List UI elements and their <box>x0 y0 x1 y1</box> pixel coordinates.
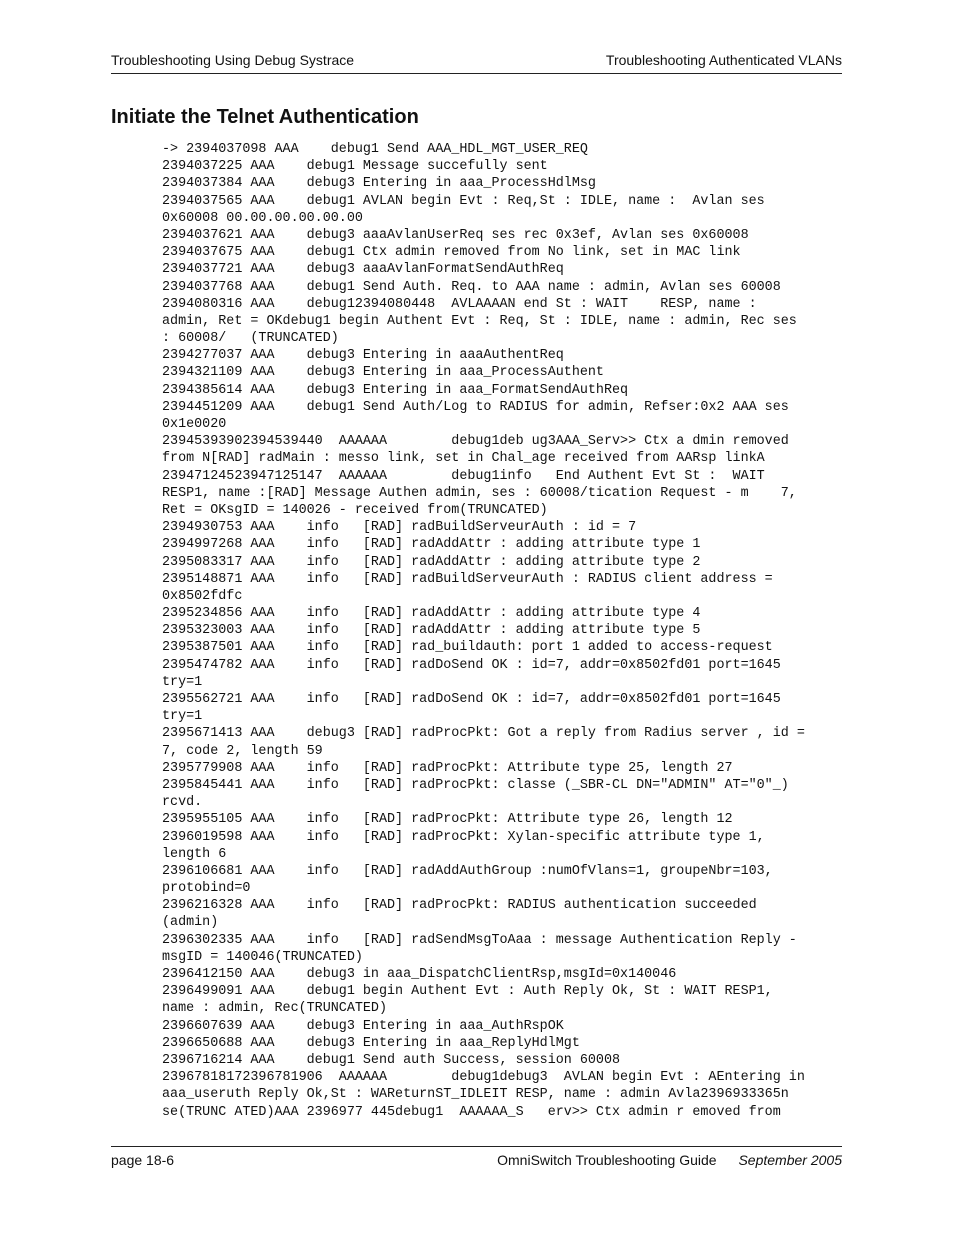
trace-line: 2394385614 AAA debug3 Entering in aaa_FormatSendAuthReq <box>162 382 629 398</box>
trace-line: 2395779908 AAA info [RAD] radProcPkt: Attribute type 25, length 27 <box>162 760 733 776</box>
footer-rule <box>111 1146 842 1147</box>
trace-line: 23947124523947125147 AAAAAA debug1info End Authent Evt St : WAIT <box>162 468 765 484</box>
trace-line: 2394080316 AAA debug12394080448 AVLAAAAN end St : WAIT RESP, name : <box>162 296 757 312</box>
trace-line: 2395845441 AAA info [RAD] radProcPkt: classe (_SBR-CL DN="ADMIN" AT="0"_) <box>162 777 789 793</box>
trace-line: 2395387501 AAA info [RAD] rad_buildauth: port 1 added to access-request <box>162 640 773 656</box>
trace-line: RESP1, name :[RAD] Message Authen admin, ses : 60008/tication Request - m 7, <box>162 485 797 501</box>
debug-trace-listing <box>162 141 842 1121</box>
trace-line: -> 2394037098 AAA debug1 Send AAA_HDL_MGT_USER_REQ <box>162 142 588 157</box>
trace-line: 2396716214 AAA debug1 Send auth Success, session 60008 <box>162 1052 621 1068</box>
trace-line: 23945393902394539440 AAAAAA debug1deb ug3AAA_Serv>> Ctx a dmin removed <box>162 434 789 450</box>
header-rule <box>111 73 842 74</box>
header-chapter-title: Troubleshooting Authenticated VLANs <box>605 52 842 68</box>
header-section-title: Troubleshooting Using Debug Systrace <box>111 52 355 68</box>
trace-line: from N[RAD] radMain : messo link, set in Chal_age received from AARsp linkA <box>162 451 765 467</box>
trace-line: 2394451209 AAA debug1 Send Auth/Log to RADIUS for admin, Refser:0x2 AAA ses <box>162 399 789 415</box>
trace-line: 2395671413 AAA debug3 [RAD] radProcPkt: Got a reply from Radius server , id = <box>162 726 805 742</box>
trace-line: 2394321109 AAA debug3 Entering in aaa_ProcessAuthent <box>162 365 604 381</box>
page-number: page 18-6 <box>111 1152 175 1168</box>
trace-line: (admin) <box>162 915 219 931</box>
trace-line: se(TRUNC ATED)AAA 2396977 445debug1 AAAAAA_S erv>> Ctx admin r emoved from <box>162 1104 781 1120</box>
trace-line: 2395474782 AAA info [RAD] radDoSend OK : id=7, addr=0x8502fd01 port=1645 <box>162 657 781 673</box>
trace-line: 2396106681 AAA info [RAD] radAddAuthGroup :numOfVlans=1, groupeNbr=103, <box>162 863 773 879</box>
trace-line: try=1 <box>162 709 203 725</box>
trace-line: protobind=0 <box>162 881 251 897</box>
section-heading: Initiate the Telnet Authentication <box>111 106 419 128</box>
trace-line: 2394037225 AAA debug1 Message succefully sent <box>162 159 548 175</box>
publication-date: September 2005 <box>738 1152 842 1168</box>
trace-line: 2396019598 AAA info [RAD] radProcPkt: Xylan-specific attribute type 1, <box>162 829 765 845</box>
trace-line: 2394037768 AAA debug1 Send Auth. Req. to AAA name : admin, Avlan ses 60008 <box>162 279 781 295</box>
trace-line: 23967818172396781906 AAAAAA debug1debug3 AVLAN begin Evt : AEntering in <box>162 1070 805 1086</box>
trace-line: Ret = OKsgID = 140026 - received from(TRUNCATED) <box>162 502 548 518</box>
trace-line: rcvd. <box>162 795 203 811</box>
trace-line: name : admin, Rec(TRUNCATED) <box>162 1001 387 1017</box>
trace-line: 2395148871 AAA info [RAD] radBuildServeurAuth : RADIUS client address = <box>162 571 773 587</box>
trace-line: 2395083317 AAA info [RAD] radAddAttr : adding attribute type 2 <box>162 554 701 570</box>
trace-line: try=1 <box>162 674 203 690</box>
trace-line: 2396607639 AAA debug3 Entering in aaa_AuthRspOK <box>162 1018 564 1034</box>
trace-line: 2395955105 AAA info [RAD] radProcPkt: Attribute type 26, length 12 <box>162 812 733 828</box>
trace-line: 2394930753 AAA info [RAD] radBuildServeurAuth : id = 7 <box>162 520 637 536</box>
trace-line: 2396650688 AAA debug3 Entering in aaa_ReplyHdlMgt <box>162 1035 580 1051</box>
trace-line: 2395234856 AAA info [RAD] radAddAttr : adding attribute type 4 <box>162 606 701 622</box>
trace-line: 2396216328 AAA info [RAD] radProcPkt: RADIUS authentication succeeded <box>162 898 757 914</box>
trace-line: 2395562721 AAA info [RAD] radDoSend OK : id=7, addr=0x8502fd01 port=1645 <box>162 692 781 707</box>
trace-line: : 60008/ (TRUNCATED) <box>162 331 339 347</box>
trace-line: msgID = 140046(TRUNCATED) <box>162 949 363 965</box>
guide-title: OmniSwitch Troubleshooting Guide <box>497 1152 717 1168</box>
trace-line: 2394277037 AAA debug3 Entering in aaaAuthentReq <box>162 348 564 364</box>
trace-line: length 6 <box>162 846 227 862</box>
trace-line: 0x1e0020 <box>162 417 227 432</box>
trace-line: 2394037721 AAA debug3 aaaAvlanFormatSendAuthReq <box>162 262 564 278</box>
trace-line: 2394037384 AAA debug3 Entering in aaa_ProcessHdlMsg <box>162 176 596 192</box>
trace-line: 2396499091 AAA debug1 begin Authent Evt : Auth Reply Ok, St : WAIT RESP1, <box>162 984 773 1000</box>
trace-line: admin, Ret = OKdebug1 begin Authent Evt : Req, St : IDLE, name : admin, Rec ses <box>162 313 797 329</box>
trace-line: 2396412150 AAA debug3 in aaa_DispatchClientRsp,msgId=0x140046 <box>162 967 677 982</box>
trace-line: 2394037675 AAA debug1 Ctx admin removed from No link, set in MAC link <box>162 245 741 261</box>
trace-line: 2395323003 AAA info [RAD] radAddAttr : adding attribute type 5 <box>162 623 701 639</box>
trace-line: 2394997268 AAA info [RAD] radAddAttr : adding attribute type 1 <box>162 537 701 553</box>
trace-line: 0x60008 00.00.00.00.00.00 <box>162 210 363 226</box>
page-header <box>111 50 842 70</box>
trace-line: 7, code 2, length 59 <box>162 743 323 759</box>
page-footer <box>111 1150 842 1170</box>
trace-line: 0x8502fdfc <box>162 588 243 604</box>
trace-line: 2396302335 AAA info [RAD] radSendMsgToAaa : message Authentication Reply - <box>162 932 797 948</box>
trace-line: aaa_useruth Reply Ok,St : WAReturnST_IDLEIT RESP, name : admin Avla2396933365n <box>162 1087 789 1103</box>
trace-line: 2394037621 AAA debug3 aaaAvlanUserReq ses rec 0x3ef, Avlan ses 0x60008 <box>162 227 749 243</box>
footer-guide-info <box>497 1150 842 1170</box>
trace-line: 2394037565 AAA debug1 AVLAN begin Evt : Req,St : IDLE, name : Avlan ses <box>162 193 765 209</box>
